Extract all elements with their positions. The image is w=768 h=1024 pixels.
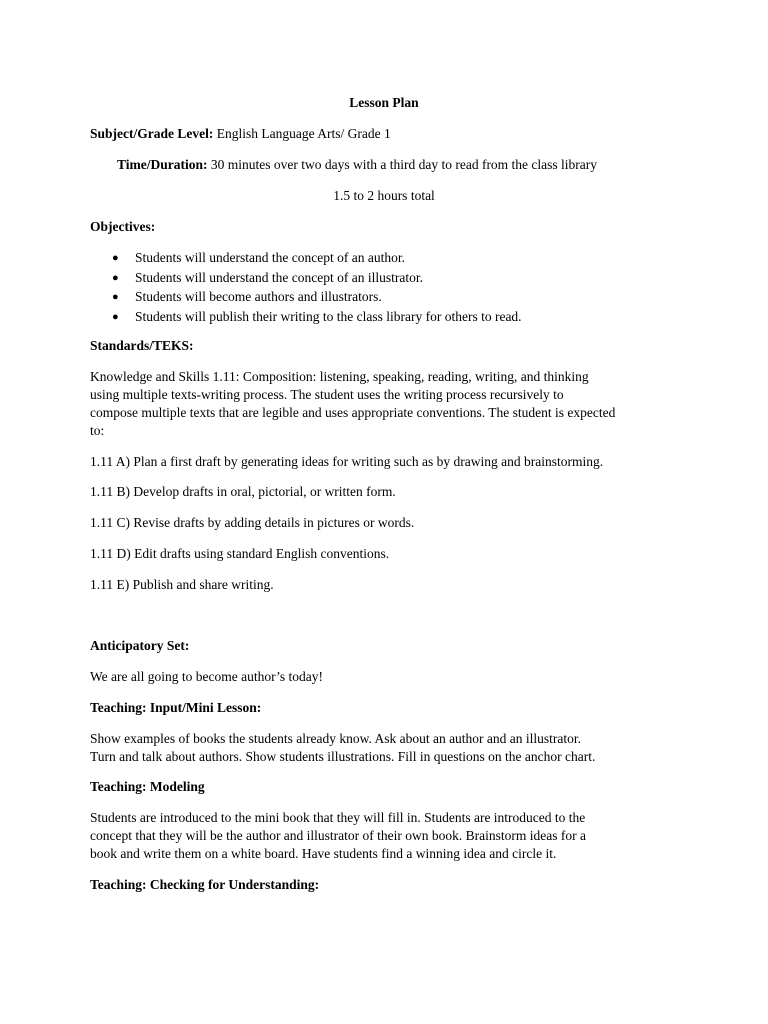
page-title: Lesson Plan xyxy=(349,95,419,110)
standards-heading: Standards/TEKS: xyxy=(90,338,194,353)
checking-heading: Teaching: Checking for Understanding: xyxy=(90,877,320,892)
objectives-list xyxy=(90,250,522,329)
standards-intro-line: Knowledge and Skills 1.11: Composition: listening, speaking, reading, writing, and thinking xyxy=(90,369,589,384)
standards-intro-line: to: xyxy=(90,423,105,438)
standard-item: 1.11 C) Revise drafts by adding details in pictures or words. xyxy=(90,515,415,530)
input-line: Show examples of books the students already know. Ask about an author and an illustrator. xyxy=(90,731,582,746)
subject-line xyxy=(90,126,391,142)
list-item: ● Students will understand the concept of an illustrator. xyxy=(112,269,423,285)
subject-value: English Language Arts/ Grade 1 xyxy=(216,126,391,141)
input-heading: Teaching: Input/Mini Lesson: xyxy=(90,700,262,715)
list-item: ● Students will publish their writing to the class library for others to read. xyxy=(112,309,522,325)
standard-item: 1.11 E) Publish and share writing. xyxy=(90,577,274,592)
time-value: 30 minutes over two days with a third day to read from the class library xyxy=(210,157,598,172)
standards-intro-line: using multiple texts-writing process. The student uses the writing process recursively to xyxy=(90,387,564,402)
anticipatory-heading: Anticipatory Set: xyxy=(90,638,190,653)
time-line xyxy=(117,157,597,173)
modeling-line: book and write them on a white board. Have students find a winning idea and circle it. xyxy=(90,846,557,861)
bullet-icon: ● xyxy=(112,311,119,324)
modeling-heading: Teaching: Modeling xyxy=(90,779,205,794)
standard-item: 1.11 B) Develop drafts in oral, pictorial, or written form. xyxy=(90,484,396,499)
standards-intro-line: compose multiple texts that are legible and uses appropriate conventions. The student is expected xyxy=(90,405,616,420)
bullet-icon: ● xyxy=(112,271,119,284)
modeling-line: concept that they will be the author and illustrator of their own book. Brainstorm ideas for a xyxy=(90,828,586,843)
list-item: ● Students will become authors and illustrators. xyxy=(112,289,382,305)
anticipatory-text: We are all going to become author’s today! xyxy=(90,669,323,684)
subject-label: Subject/Grade Level: xyxy=(90,126,214,141)
standard-item: 1.11 A) Plan a first draft by generating ideas for writing such as by drawing and brainstorming. xyxy=(90,454,604,469)
standard-item: 1.11 D) Edit drafts using standard English conventions. xyxy=(90,546,390,561)
total-time: 1.5 to 2 hours total xyxy=(333,188,435,203)
bullet-icon: ● xyxy=(112,291,119,304)
input-line: Turn and talk about authors. Show students illustrations. Fill in questions on the anchor chart. xyxy=(90,749,596,764)
modeling-line: Students are introduced to the mini book that they will fill in. Students are introduced to the xyxy=(90,810,586,825)
objectives-heading: Objectives: xyxy=(90,219,156,234)
list-item: ● Students will understand the concept of an author. xyxy=(112,250,405,265)
bullet-icon: ● xyxy=(112,252,119,264)
time-label: Time/Duration: xyxy=(117,157,208,172)
